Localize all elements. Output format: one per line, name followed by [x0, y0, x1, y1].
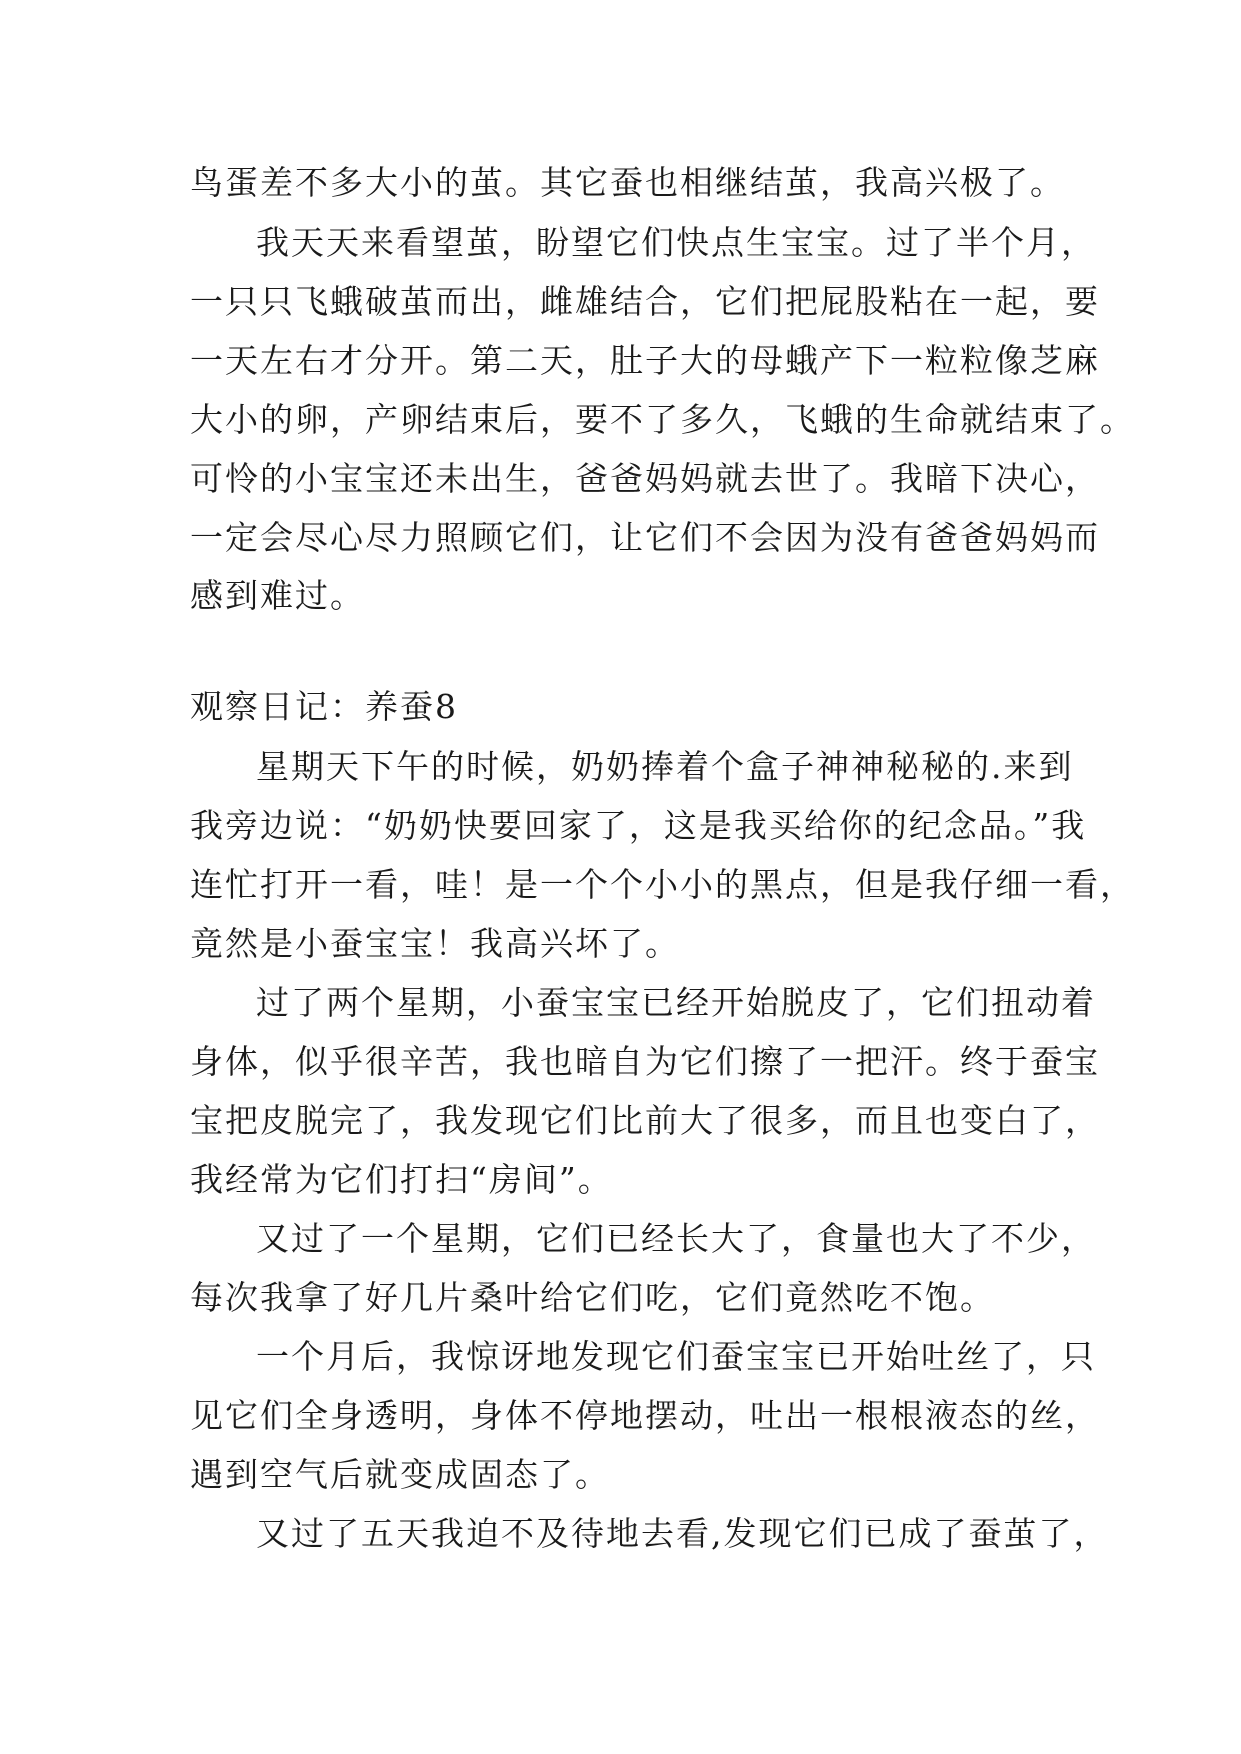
text-line: 一定会尽心尽力照顾它们，让它们不会因为没有爸爸妈妈而 — [190, 518, 1100, 557]
section-heading: 观察日记：养蚕8 — [190, 687, 458, 726]
text-line: 每次我拿了好几片桑叶给它们吃，它们竟然吃不饱。 — [190, 1278, 995, 1317]
text-line: 一天左右才分开。第二天，肚子大的母蛾产下一粒粒像芝麻 — [190, 341, 1100, 380]
text-line: 过了两个星期，小蚕宝宝已经开始脱皮了，它们扭动着 — [256, 983, 1096, 1022]
text-line: 见它们全身透明，身体不停地摆动，吐出一根根液态的丝， — [190, 1396, 1100, 1435]
text-line: 连忙打开一看，哇！是一个个小小的黑点，但是我仔细一看， — [190, 865, 1135, 904]
text-line: 我天天来看望茧，盼望它们快点生宝宝。过了半个月， — [256, 223, 1096, 262]
text-line: 星期天下午的时候，奶奶捧着个盒子神神秘秘的.来到 — [256, 747, 1074, 786]
text-line: 身体，似乎很辛苦，我也暗自为它们擦了一把汗。终于蚕宝 — [190, 1042, 1100, 1081]
text-line: 又过了一个星期，它们已经长大了，食量也大了不少， — [256, 1219, 1096, 1258]
text-line: 竟然是小蚕宝宝！我高兴坏了。 — [190, 924, 680, 963]
text-line: 又过了五天我迫不及待地去看,发现它们已成了蚕茧了， — [256, 1514, 1109, 1553]
text-line: 我旁边说：“奶奶快要回家了，这是我买给你的纪念品。”我 — [190, 806, 1087, 845]
text-line: 宝把皮脱完了，我发现它们比前大了很多，而且也变白了， — [190, 1101, 1100, 1140]
text-line: 一只只飞蛾破茧而出，雌雄结合，它们把屁股粘在一起，要 — [190, 282, 1100, 321]
text-line: 感到难过。 — [190, 576, 365, 615]
text-line: 鸟蛋差不多大小的茧。其它蚕也相继结茧，我高兴极了。 — [190, 163, 1065, 202]
text-line: 遇到空气后就变成固态了。 — [190, 1455, 610, 1494]
text-line: 我经常为它们打扫“房间”。 — [190, 1160, 613, 1199]
text-line: 一个月后，我惊讶地发现它们蚕宝宝已开始吐丝了，只 — [256, 1337, 1096, 1376]
text-line: 可怜的小宝宝还未出生，爸爸妈妈就去世了。我暗下决心， — [190, 459, 1100, 498]
text-line: 大小的卵，产卵结束后，要不了多久，飞蛾的生命就结束了。 — [190, 400, 1135, 439]
